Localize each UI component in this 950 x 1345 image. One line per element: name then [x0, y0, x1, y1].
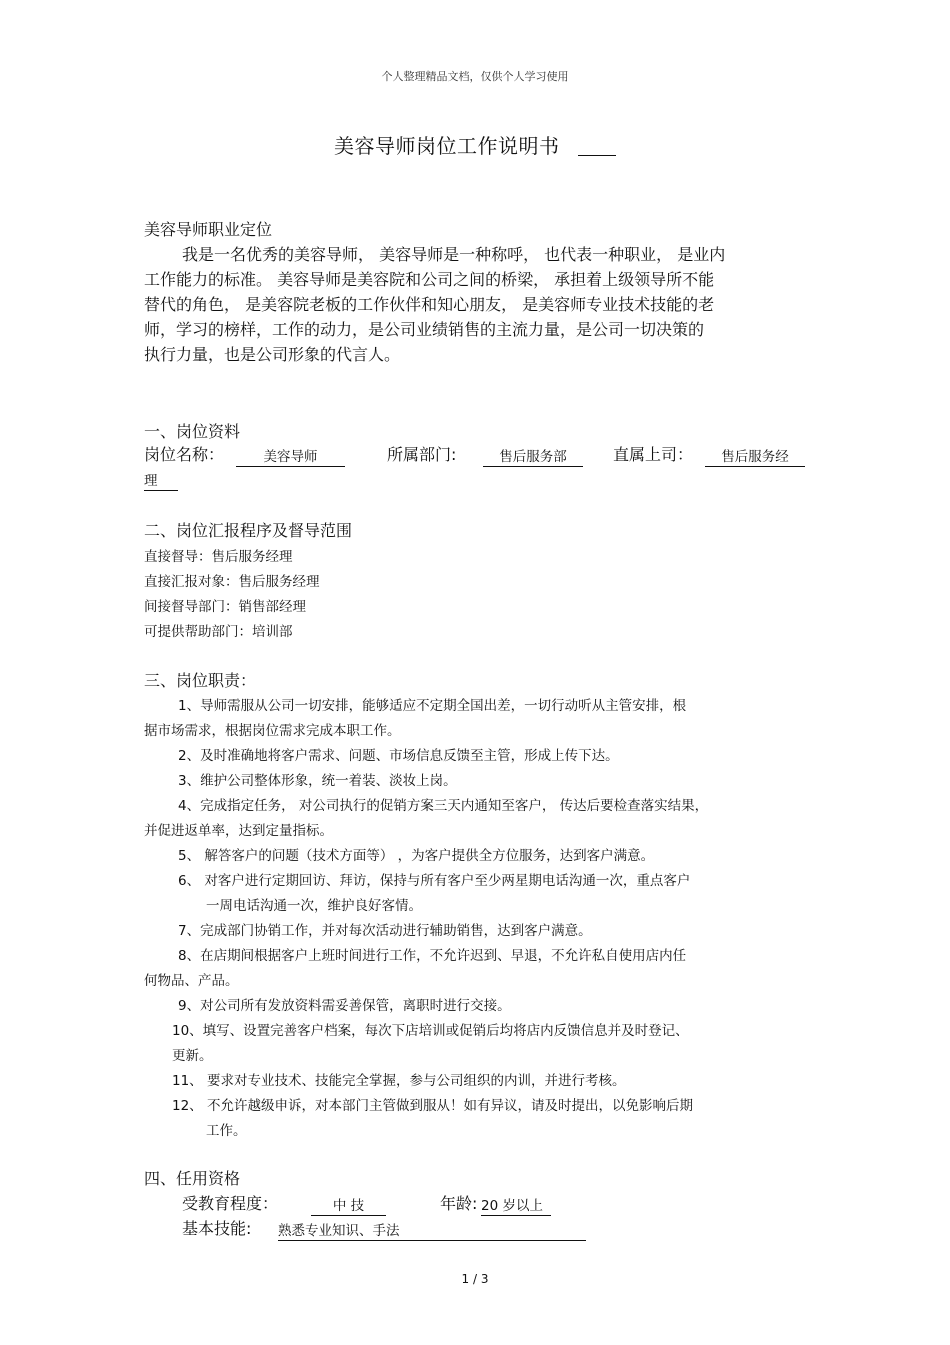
section2-heading: 二、岗位汇报程序及督导范围	[144, 521, 353, 540]
duty-line: 5、 解答客户的问题（技术方面等） ，为客户提供全方位服务，达到客户满意。	[178, 848, 655, 864]
intro-line-2: 工作能力的标准。 美容导师是美容院和公司之间的桥梁， 承担着上级领导所不能	[144, 270, 715, 289]
superior-value: 售后服务经	[705, 445, 805, 467]
skill-value: 熟悉专业知识、手法	[278, 1219, 586, 1241]
duty-line: 11、 要求对专业技术、技能完全掌握，参与公司组织的内训，并进行考核。	[172, 1073, 626, 1089]
page-header: 个人整理精品文档，仅供个人学习使用	[381, 70, 569, 83]
title-underline	[578, 155, 616, 156]
duty-line: 9、对公司所有发放资料需妥善保管，离职时进行交接。	[178, 998, 511, 1014]
intro-line-1: 我是一名优秀的美容导师， 美容导师是一种称呼， 也代表一种职业， 是业内	[182, 245, 726, 264]
section4-heading: 四、任用资格	[144, 1169, 241, 1188]
report-line-4: 可提供帮助部门：培训部	[144, 624, 293, 640]
section3-heading: 三、岗位职责：	[144, 671, 257, 690]
duty-line: 何物品、产品。	[144, 973, 239, 989]
page-number: 1 / 3	[461, 1272, 489, 1286]
duty-line: 8、在店期间根据客户上班时间进行工作，不允许迟到、早退，不允许私自使用店内任	[178, 948, 687, 964]
superior-label: 直属上司：	[613, 445, 694, 464]
duty-line: 工作。	[206, 1123, 247, 1139]
intro-line-3: 替代的角色， 是美容院老板的工作伙伴和知心朋友， 是美容师专业技术技能的老	[144, 295, 715, 314]
duty-line: 并促进返单率，达到定量指标。	[144, 823, 333, 839]
duty-line: 更新。	[172, 1048, 213, 1064]
dept-value: 售后服务部	[483, 445, 583, 467]
report-line-3: 间接督导部门：销售部经理	[144, 599, 306, 615]
duty-line: 4、完成指定任务， 对公司执行的促销方案三天内通知至客户， 传达后要检查落实结果，	[178, 798, 709, 814]
report-line-2: 直接汇报对象：售后服务经理	[144, 574, 320, 590]
education-label: 受教育程度：	[182, 1194, 279, 1213]
duty-line: 10、填写、设置完善客户档案，每次下店培训或促销后均将店内反馈信息并及时登记、	[172, 1023, 689, 1039]
intro-line-5: 执行力量，也是公司形象的代言人。	[144, 345, 401, 364]
section1-heading: 一、岗位资料	[144, 422, 241, 441]
duty-line: 3、维护公司整体形象，统一着装、淡妆上岗。	[178, 773, 457, 789]
duty-line: 1、导师需服从公司一切安排，能够适应不定期全国出差，一切行动听从主管安排，根	[178, 698, 687, 714]
dept-label: 所属部门:	[387, 445, 457, 464]
report-line-1: 直接督导：售后服务经理	[144, 549, 293, 565]
skill-label: 基本技能:	[182, 1219, 252, 1238]
position-label: 岗位名称：	[144, 445, 225, 464]
age-value: 20 岁以上	[481, 1194, 551, 1216]
document-title: 美容导师岗位工作说明书	[334, 134, 560, 158]
duty-line: 7、完成部门协销工作，并对每次活动进行辅助销售，达到客户满意。	[178, 923, 592, 939]
intro-line-4: 师，学习的榜样，工作的动力，是公司业绩销售的主流力量，是公司一切决策的	[144, 320, 705, 339]
duty-line: 据市场需求，根据岗位需求完成本职工作。	[144, 723, 401, 739]
position-value: 美容导师	[236, 445, 345, 467]
age-label: 年龄:	[440, 1194, 478, 1213]
duty-line: 2、及时准确地将客户需求、问题、市场信息反馈至主管，形成上传下达。	[178, 748, 619, 764]
duty-line: 一周电话沟通一次，维护良好客情。	[206, 898, 422, 914]
education-value: 中 技	[311, 1194, 386, 1216]
intro-heading: 美容导师职业定位	[144, 220, 273, 239]
duty-line: 12、 不允许越级申诉，对本部门主管做到服从！如有异议，请及时提出，以免影响后期	[172, 1098, 693, 1114]
superior-value-cont: 理	[144, 469, 178, 491]
duty-line: 6、 对客户进行定期回访、拜访，保持与所有客户至少两星期电话沟通一次，重点客户	[178, 873, 691, 889]
